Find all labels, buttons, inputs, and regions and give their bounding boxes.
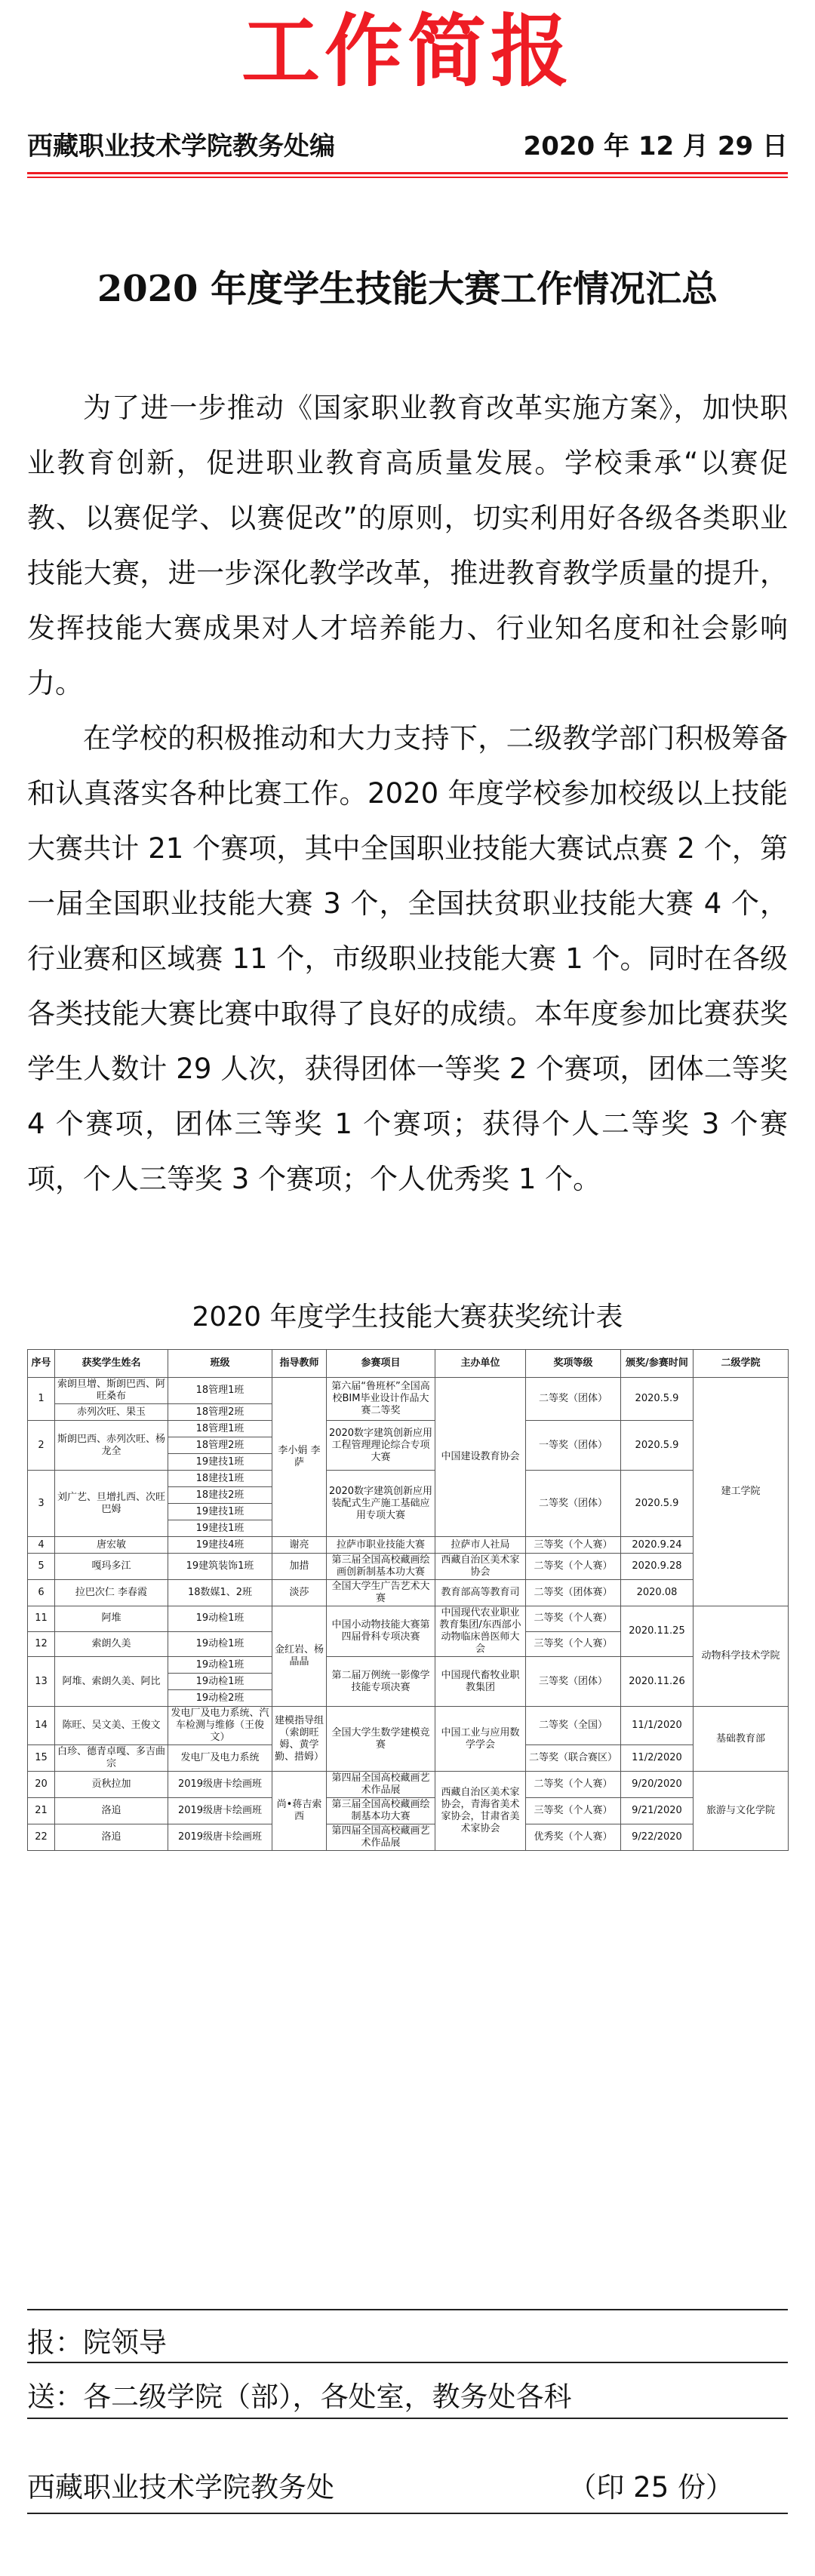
cell: 刘广艺、旦增扎西、次旺巴姆 (55, 1471, 168, 1537)
cell: 19动检1班 (168, 1606, 272, 1632)
cell: 19建技1班 (168, 1520, 272, 1537)
cell: 洛追 (55, 1824, 168, 1851)
cell: 李小娟 李萨 (272, 1378, 327, 1537)
paragraph: 在学校的积极推动和大力支持下，二级教学部门积极筹备和认真落实各种比赛工作。2020 年度学校参加校级以上技能大赛共计 21 个赛项，其中全国职业技能大赛试点赛 2 个，第一届全国职业技能大赛 3 个，全国扶贫职业技能大赛 4 个，行业赛和区域赛 11 个，市级职业技能大赛 1 个。同时在各级各类技能大赛比赛中取得了良好的成绩。本年度参加比赛获奖学生人数计 29 人次，获得团体一等奖 2 个赛项，团体二等奖 4 个赛项，团体三等奖 1 个赛项；获得个人二等奖 3 个赛项，个人三等奖 3 个赛项；个人优秀奖 1 个。 (27, 722, 788, 1195)
cell: 拉巴次仁 李春霞 (55, 1580, 168, 1606)
cell: 9/20/2020 (621, 1772, 694, 1798)
cell: 全国大学生数学建模竞赛 (327, 1707, 435, 1772)
header-cell: 序号 (28, 1350, 55, 1378)
table-row (28, 1421, 789, 1437)
cell: 中国小动物技能大赛第四届骨科专项决赛 (327, 1606, 435, 1657)
cell: 9/22/2020 (621, 1824, 694, 1851)
table-row (28, 1606, 789, 1632)
cell: 20 (28, 1772, 55, 1798)
paragraph: 为了进一步推动《国家职业教育改革实施方案》，加快职业教育创新，促进职业教育高质量发展。学校秉承“以赛促教、以赛促学、以赛促改”的原则，切实利用好各级各类职业技能大赛，进一步深化教学改革，推进教育教学质量的提升，发挥技能大赛成果对人才培养能力、行业知名度和社会影响力。 (27, 392, 788, 699)
cell: 阿堆 (55, 1606, 168, 1632)
cell: 第四届全国高校藏画艺术作品展 (327, 1824, 435, 1851)
cell: 19动检2班 (168, 1690, 272, 1707)
masthead-title: 工作简报 (241, 5, 574, 97)
cell: 2020数字建筑创新应用工程管理理论综合专项大赛 (327, 1421, 435, 1471)
cell: 中国工业与应用数学学会 (435, 1707, 526, 1772)
cell: 3 (28, 1471, 55, 1537)
table-row (28, 1471, 789, 1487)
cell: 索朗旦增、斯朗巴西、阿旺桑布 (55, 1378, 168, 1404)
cell: 发电厂及电力系统 (168, 1745, 272, 1772)
footer-rule (27, 2362, 788, 2363)
cell: 19建技4班 (168, 1537, 272, 1554)
cell: 金红岩、杨晶晶 (272, 1606, 327, 1707)
cell: 优秀奖（个人赛） (526, 1824, 621, 1851)
cell: 中国现代农业职业教育集团/东西部小动物临床兽医师大会 (435, 1606, 526, 1657)
header-rule (27, 172, 788, 174)
issuing-office: 西藏职业技术学院教务处 (27, 2471, 334, 2504)
header-cell: 主办单位 (435, 1350, 526, 1378)
cell: 2020.5.9 (621, 1421, 694, 1471)
cell: 西藏自治区美术家协会，青海省美术家协会，甘肃省美术家协会 (435, 1772, 526, 1851)
cell: 第六届“鲁班杯”全国高校BIM毕业设计作品大赛二等奖 (327, 1378, 435, 1421)
cell: 15 (28, 1745, 55, 1772)
cell: 19建筑装饰1班 (168, 1554, 272, 1580)
cell: 21 (28, 1798, 55, 1824)
cell: 第四届全国高校藏画艺术作品展 (327, 1772, 435, 1798)
cell: 二等奖（团体赛） (526, 1580, 621, 1606)
cell: 拉萨市人社局 (435, 1537, 526, 1554)
cell: 18管理1班 (168, 1421, 272, 1437)
cell: 白珍、德青卓嘎、多吉曲宗 (55, 1745, 168, 1772)
cell: 基础教育部 (694, 1707, 789, 1772)
footer-rule (27, 2309, 788, 2310)
cell: 13 (28, 1657, 55, 1707)
cell: 陈旺、吴文美、王俊文 (55, 1707, 168, 1745)
cell: 18管理2班 (168, 1437, 272, 1454)
cell: 6 (28, 1580, 55, 1606)
table-row (28, 1657, 789, 1674)
cell: 建模指导组（索朗旺姆、黄学勤、措姆） (272, 1707, 327, 1772)
cell: 赤列次旺、果玉 (55, 1404, 168, 1421)
article-body (27, 380, 788, 1207)
cell: 2020.11.26 (621, 1657, 694, 1707)
cell: 三等奖（个人赛） (526, 1631, 621, 1657)
table-caption: 2020 年度学生技能大赛获奖统计表 (192, 1302, 623, 1333)
copies-count: （印 25 份） (568, 2471, 734, 2504)
cell: 阿堆、索朗久美、阿比 (55, 1657, 168, 1707)
cell: 拉萨市职业技能大赛 (327, 1537, 435, 1554)
cell: 中国建设教育协会 (435, 1378, 526, 1537)
cell: 嘎玛多江 (55, 1554, 168, 1580)
cell: 11/2/2020 (621, 1745, 694, 1772)
table-row (28, 1537, 789, 1554)
cell: 18数媒1、2班 (168, 1580, 272, 1606)
header-cell: 指导教师 (272, 1350, 327, 1378)
cell: 二等奖（个人赛） (526, 1606, 621, 1632)
cell: 22 (28, 1824, 55, 1851)
cell: 二等奖（全国） (526, 1707, 621, 1745)
cell: 中国现代畜牧业职教集团 (435, 1657, 526, 1707)
cell: 2019级唐卡绘画班 (168, 1798, 272, 1824)
cell: 2020数字建筑创新应用装配式生产施工基础应用专项大赛 (327, 1471, 435, 1537)
cell: 斯朗巴西、赤列次旺、杨龙全 (55, 1421, 168, 1471)
header-cell: 参赛项目 (327, 1350, 435, 1378)
cell: 二等奖（个人赛） (526, 1554, 621, 1580)
cell: 第二届万例统一影像学技能专项决赛 (327, 1657, 435, 1707)
cell: 2 (28, 1421, 55, 1471)
cell: 西藏自治区美术家协会 (435, 1554, 526, 1580)
header-cell: 颁奖/参赛时间 (621, 1350, 694, 1378)
cell: 9/21/2020 (621, 1798, 694, 1824)
cell: 5 (28, 1554, 55, 1580)
send-to: 送：各二级学院（部），各处室，教务处各科 (27, 2381, 572, 2413)
cell: 贡秋拉加 (55, 1772, 168, 1798)
cell: 谢亮 (272, 1537, 327, 1554)
cell: 19建技1班 (168, 1504, 272, 1520)
cell: 19动检1班 (168, 1657, 272, 1674)
cell: 淡莎 (272, 1580, 327, 1606)
cell: 三等奖（团体） (526, 1657, 621, 1707)
header-cell: 获奖学生姓名 (55, 1350, 168, 1378)
cell: 唐宏敏 (55, 1537, 168, 1554)
issue-date: 2020 年 12 月 29 日 (523, 131, 788, 161)
cell: 旅游与文化学院 (694, 1772, 789, 1851)
table-row (28, 1378, 789, 1404)
cell: 14 (28, 1707, 55, 1745)
cell: 2020.11.25 (621, 1606, 694, 1657)
header-cell: 二级学院 (694, 1350, 789, 1378)
cell: 发电厂及电力系统、汽车检测与维修（王俊文） (168, 1707, 272, 1745)
cell: 11/1/2020 (621, 1707, 694, 1745)
cell: 加措 (272, 1554, 327, 1580)
cell: 19建技1班 (168, 1454, 272, 1471)
cell: 18管理2班 (168, 1404, 272, 1421)
footer-rule (27, 2513, 788, 2514)
cell: 全国大学生广告艺术大赛 (327, 1580, 435, 1606)
footer-rule (27, 2418, 788, 2419)
cell: 1 (28, 1378, 55, 1421)
cell: 二等奖（团体） (526, 1378, 621, 1421)
table-row (28, 1707, 789, 1745)
cell: 教育部高等教育司 (435, 1580, 526, 1606)
cell: 2019级唐卡绘画班 (168, 1772, 272, 1798)
cell: 2019级唐卡绘画班 (168, 1824, 272, 1851)
cell: 11 (28, 1606, 55, 1632)
header-rule-thin (27, 177, 788, 178)
cell: 19动检1班 (168, 1631, 272, 1657)
report-to: 报：院领导 (27, 2326, 167, 2359)
cell: 2020.08 (621, 1580, 694, 1606)
header-cell: 奖项等级 (526, 1350, 621, 1378)
cell: 18管理1班 (168, 1378, 272, 1404)
table-row (28, 1554, 789, 1580)
cell: 12 (28, 1631, 55, 1657)
cell: 三等奖（个人赛） (526, 1798, 621, 1824)
cell: 18建技1班 (168, 1471, 272, 1487)
table-row (28, 1772, 789, 1798)
table-row (28, 1824, 789, 1851)
cell: 二等奖（个人赛） (526, 1772, 621, 1798)
table-row (28, 1580, 789, 1606)
cell: 2020.9.24 (621, 1537, 694, 1554)
cell: 二等奖（联合赛区） (526, 1745, 621, 1772)
cell: 18建技2班 (168, 1487, 272, 1504)
cell: 三等奖（个人赛） (526, 1537, 621, 1554)
table-header-row (28, 1350, 789, 1378)
cell: 2020.5.9 (621, 1471, 694, 1537)
cell: 一等奖（团体） (526, 1421, 621, 1471)
cell: 2020.5.9 (621, 1378, 694, 1421)
cell: 二等奖（团体） (526, 1471, 621, 1537)
header-cell: 班级 (168, 1350, 272, 1378)
cell: 索朗久美 (55, 1631, 168, 1657)
cell: 19动检1班 (168, 1674, 272, 1690)
cell: 建工学院 (694, 1378, 789, 1606)
cell: 洛追 (55, 1798, 168, 1824)
cell: 尚•蒋吉索西 (272, 1772, 327, 1851)
cell: 2020.9.28 (621, 1554, 694, 1580)
article-title: 2020 年度学生技能大赛工作情况汇总 (97, 268, 718, 310)
cell: 第三届全国高校藏画绘制基本功大赛 (327, 1798, 435, 1824)
issuer-line: 西藏职业技术学院教务处编 (27, 131, 335, 161)
cell: 第三届全国高校藏画绘画创新制基本功大赛 (327, 1554, 435, 1580)
table-row (28, 1798, 789, 1824)
cell: 4 (28, 1537, 55, 1554)
cell: 动物科学技术学院 (694, 1606, 789, 1707)
award-table (27, 1349, 789, 1851)
